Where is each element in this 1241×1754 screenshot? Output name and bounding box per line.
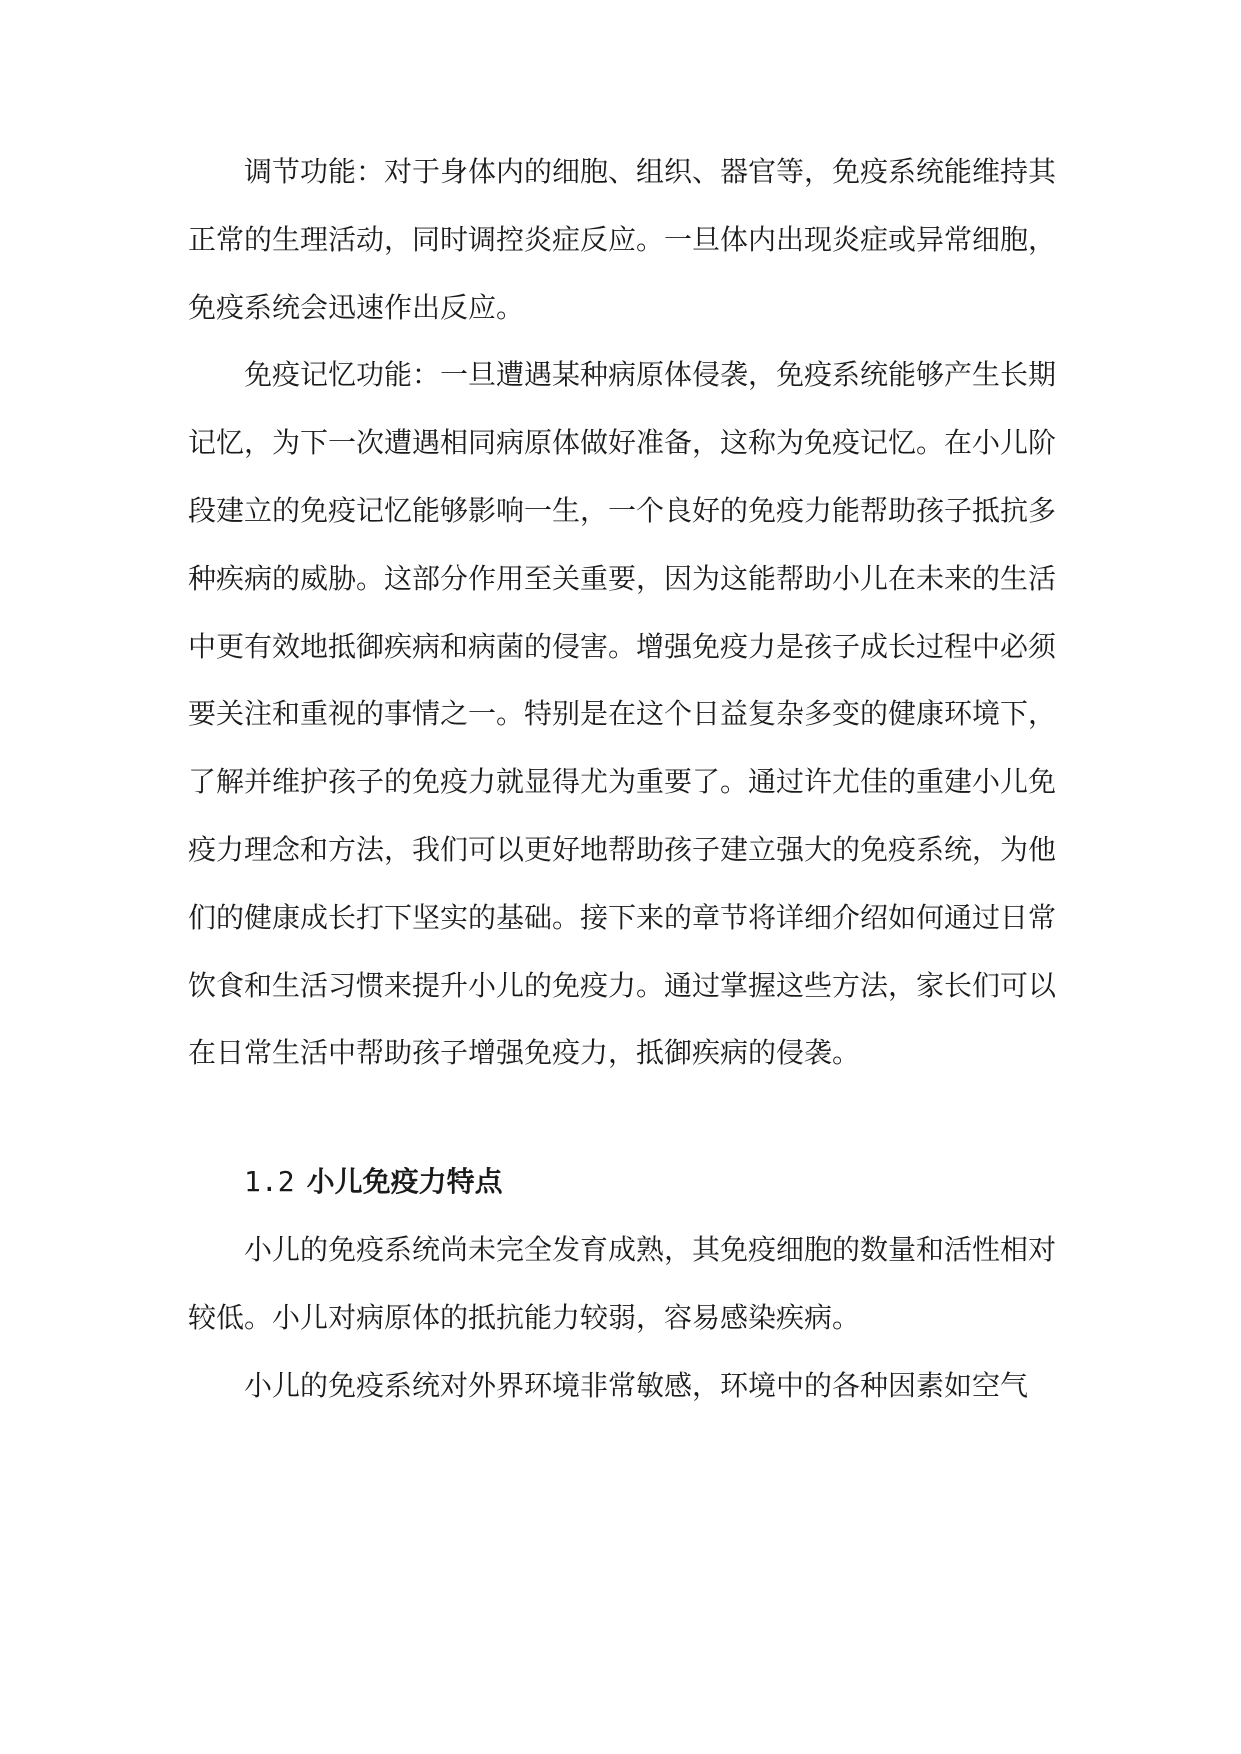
paragraph-immune-memory-function: 免疫记忆功能：一旦遭遇某种病原体侵袭，免疫系统能够产生长期记忆，为下一次遭遇相同病原体做好准备，这称为免疫记忆。在小儿阶段建立的免疫记忆能够影响一生，一个良好的免疫力能帮助孩子抵抗多种疾病的威胁。这部分作用至关重要，因为这能帮助小儿在未来的生活中更有效地抵御疾病和病菌的侵害。增强免疫力是孩子成长过程中必须要关注和重视的事情之一。特别是在这个日益复杂多变的健康环境下，了解并维护孩子的免疫力就显得尤为重要了。通过许尤佳的重建小儿免疫力理念和方法，我们可以更好地帮助孩子建立强大的免疫系统，为他们的健康成长打下坚实的基础。接下来的章节将详细介绍如何通过日常饮食和生活习惯来提升小儿的免疫力。通过掌握这些方法，家长们可以在日常生活中帮助孩子增强免疫力，抵御疾病的侵袭。 [188, 358, 1057, 1070]
paragraph-environment-sensitivity: 小儿的免疫系统对外界环境非常敏感，环境中的各种因素如空气 [244, 1368, 1029, 1402]
paragraph-regulation-function: 调节功能：对于身体内的细胞、组织、器官等，免疫系统能维持其正常的生理活动，同时调控炎症反应。一旦体内出现炎症或异常细胞，免疫系统会迅速作出反应。 [188, 155, 1057, 324]
paragraph-immature-immune-system: 小儿的免疫系统尚未完全发育成熟，其免疫细胞的数量和活性相对较低。小儿对病原体的抵抗能力较弱，容易感染疾病。 [188, 1232, 1057, 1334]
section-heading [188, 1148, 1056, 1216]
document-page [188, 138, 1056, 1419]
section-title: 小儿免疫力特点 [306, 1165, 503, 1199]
section-number: 1.2 [244, 1165, 295, 1199]
